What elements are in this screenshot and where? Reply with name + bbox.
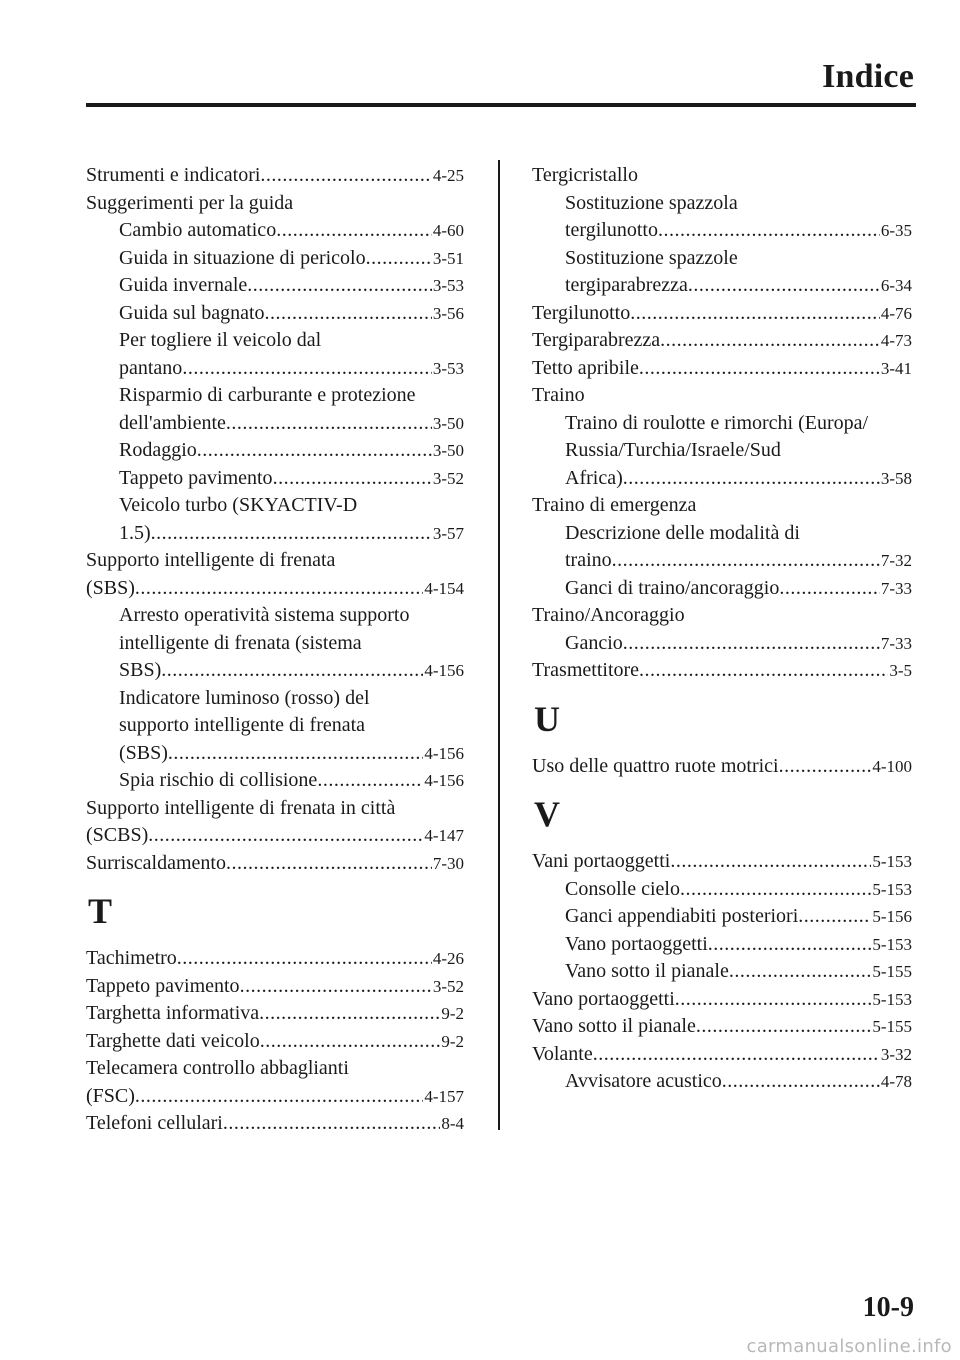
index-subentry: [532, 410, 912, 493]
entry-text: Traino/Ancoraggio: [532, 604, 685, 626]
index-entry: [86, 1055, 464, 1110]
dot-leader: [696, 1013, 871, 1041]
dot-leader: [135, 575, 423, 603]
entry-text: Ganci di traino/ancoraggio: [565, 576, 780, 599]
index-entry: [86, 795, 464, 850]
dot-leader: [612, 547, 880, 575]
entry-text: Surriscaldamento: [86, 851, 226, 874]
index-subentry: [532, 903, 912, 931]
index-entry: [532, 162, 912, 190]
dot-leader: [317, 767, 423, 795]
index-subentry: [532, 520, 912, 575]
entry-text: Tergiparabrezza: [532, 329, 661, 351]
dot-leader: [779, 753, 872, 781]
entry-text: Russia/Turchia/Israele/Sud: [565, 439, 781, 461]
entry-text: Traino di roulotte e rimorchi (Europa/: [565, 411, 869, 434]
entry-text: tergiparabrezza: [565, 274, 688, 296]
section-letter: U: [534, 698, 560, 739]
dot-leader: [182, 355, 432, 383]
page-reference: 3-56: [432, 303, 464, 323]
dot-leader: [658, 217, 880, 245]
entry-text: Guida invernale: [119, 274, 248, 296]
page-reference: 4-147: [424, 826, 464, 845]
entry-text: Uso delle quattro ruote motrici: [532, 754, 779, 777]
page-reference: 3-57: [432, 523, 464, 543]
dot-leader: [688, 272, 880, 300]
dot-leader: [630, 300, 880, 328]
entry-text: pantano: [119, 356, 183, 379]
index-entry: [86, 1110, 464, 1138]
index-entry: [532, 300, 912, 328]
watermark: carmanualsonline.info: [746, 1336, 952, 1357]
entry-text: supporto intelligente di frenata: [119, 714, 366, 736]
page-reference: 3-52: [432, 468, 464, 488]
index-entry: [532, 327, 912, 355]
header-rule: [86, 103, 916, 107]
dot-leader: [675, 986, 872, 1014]
page-reference: 4-25: [432, 166, 464, 185]
page-reference: 4-156: [424, 743, 464, 763]
entry-text: Volante: [532, 1042, 593, 1065]
page-reference: 4-156: [424, 771, 464, 790]
dot-leader: [273, 465, 432, 493]
entry-text: tergilunotto: [565, 219, 658, 241]
entry-text: Vano sotto il pianale: [565, 960, 729, 982]
index-subentry: [86, 382, 464, 437]
page-reference: 5-155: [872, 1017, 912, 1036]
page-reference: 9-2: [441, 1031, 464, 1051]
page-reference: 4-26: [432, 949, 464, 968]
page-reference: 3-32: [880, 1044, 912, 1064]
page-reference: 4-156: [424, 661, 464, 680]
page-reference: 5-153: [872, 989, 912, 1009]
entry-text: Tergicristallo: [532, 164, 638, 186]
entry-text: Tappeto pavimento: [86, 974, 240, 997]
dot-leader: [708, 931, 872, 959]
page-reference: 5-153: [872, 934, 912, 954]
entry-text: Tachimetro: [86, 947, 177, 969]
index-subentry: [86, 272, 464, 300]
index-subentry: [532, 245, 912, 300]
dot-leader: [197, 437, 432, 465]
dot-leader: [779, 575, 879, 603]
entry-text: Sostituzione spazzola: [565, 191, 738, 214]
dot-leader: [260, 162, 431, 190]
column-divider: [498, 160, 500, 1130]
entry-text: 1.5): [119, 521, 151, 544]
entry-text: Tergilunotto: [532, 301, 631, 324]
index-subentry: [86, 327, 464, 382]
index-entry: [532, 602, 912, 630]
dot-leader: [660, 327, 880, 355]
entry-text: Sostituzione spazzole: [565, 246, 738, 269]
index-subentry: [86, 492, 464, 547]
index-subentry: [86, 767, 464, 795]
page-reference: 3-50: [432, 441, 464, 460]
entry-text: Africa): [565, 466, 623, 489]
dot-leader: [259, 1000, 440, 1028]
entry-text: Rodaggio: [119, 439, 197, 461]
entry-text: traino: [565, 549, 612, 571]
page-reference: 5-155: [872, 962, 912, 981]
page-title: Indice: [822, 58, 914, 95]
index-entry: [532, 355, 912, 383]
page-reference: 4-100: [872, 756, 912, 776]
dot-leader: [639, 657, 888, 685]
entry-text: (SCBS): [86, 824, 149, 846]
dot-leader: [276, 217, 432, 245]
index-subentry: [532, 575, 912, 603]
page-reference: 3-53: [432, 276, 464, 295]
dot-leader: [226, 410, 432, 438]
entry-text: Trasmettitore: [532, 659, 640, 681]
entry-text: Vano portaoggetti: [565, 932, 708, 955]
page-reference: 5-153: [872, 852, 912, 871]
index-entry: [86, 945, 464, 973]
index-subentry: [532, 958, 912, 986]
page-reference: 4-76: [880, 303, 912, 323]
entry-text: Avvisatore acustico: [565, 1070, 722, 1092]
index-entry: [86, 973, 464, 1001]
dot-leader: [135, 1083, 423, 1111]
index-entry: [532, 986, 912, 1014]
page-reference: 6-34: [880, 276, 912, 295]
entry-text: Cambio automatico: [119, 219, 277, 241]
index-entry: [86, 162, 464, 190]
dot-leader: [366, 245, 432, 273]
page-reference: 6-35: [880, 221, 912, 240]
dot-leader: [177, 945, 432, 973]
entry-text: Supporto intelligente di frenata: [86, 549, 336, 571]
entry-text: Per togliere il veicolo dal: [119, 329, 322, 351]
index-entry: [86, 547, 464, 602]
entry-text: (SBS): [86, 576, 135, 599]
page-reference: 7-32: [880, 551, 912, 570]
page-reference: 7-33: [880, 633, 912, 653]
index-subentry: [86, 437, 464, 465]
index-entry: [86, 1000, 464, 1028]
index-entry: [86, 1028, 464, 1056]
index-entry: [532, 492, 912, 520]
entry-text: Vano portaoggetti: [532, 987, 675, 1010]
dot-leader: [223, 1110, 440, 1138]
page-reference: 4-78: [880, 1072, 912, 1091]
index-subentry: [532, 1068, 912, 1096]
dot-leader: [265, 300, 432, 328]
entry-text: Veicolo turbo (SKYACTIV-D: [119, 494, 358, 516]
index-subentry: [86, 217, 464, 245]
entry-text: Traino di emergenza: [532, 494, 697, 516]
index-column-left: [86, 162, 464, 1138]
index-column-right: [532, 162, 912, 1096]
page-reference: 3-41: [880, 358, 912, 378]
page-reference: 4-154: [424, 578, 464, 598]
page-number: 10-9: [862, 1292, 914, 1323]
page-reference: 3-50: [432, 413, 464, 433]
page-reference: 4-60: [432, 221, 464, 240]
entry-text: Spia rischio di collisione: [119, 769, 318, 791]
index-subentry: [86, 245, 464, 273]
index-entry: [532, 657, 912, 685]
page-reference: 4-73: [880, 331, 912, 350]
index-entry: [532, 848, 912, 876]
entry-text: Ganci appendiabiti posteriori: [565, 905, 799, 927]
dot-leader: [729, 958, 871, 986]
entry-text: Suggerimenti per la guida: [86, 191, 294, 214]
entry-text: Targhette dati veicolo: [86, 1029, 260, 1052]
entry-text: Guida in situazione di pericolo: [119, 246, 366, 269]
entry-text: Telecamera controllo abbaglianti: [86, 1057, 349, 1079]
index-subentry: [86, 602, 464, 685]
entry-text: Tappeto pavimento: [119, 466, 273, 489]
entry-text: Vani portaoggetti: [532, 850, 671, 872]
page-reference: 7-30: [432, 853, 464, 873]
page-reference: 9-2: [441, 1004, 464, 1023]
entry-text: (SBS): [119, 741, 168, 764]
entry-text: intelligente di frenata (sistema: [119, 631, 362, 654]
entry-text: Traino: [532, 384, 585, 406]
index-subentry: [86, 465, 464, 493]
page-reference: 5-156: [872, 907, 912, 926]
dot-leader: [623, 465, 880, 493]
page-reference: 4-157: [424, 1086, 464, 1106]
page-reference: 3-53: [432, 358, 464, 378]
entry-text: Arresto operatività sistema supporto: [119, 604, 410, 626]
entry-text: Strumenti e indicatori: [86, 164, 261, 186]
dot-leader: [148, 822, 423, 850]
dot-leader: [670, 848, 871, 876]
entry-text: (FSC): [86, 1084, 135, 1107]
index-entry: [86, 850, 464, 878]
page-reference: 3-52: [432, 976, 464, 996]
entry-text: Vano sotto il pianale: [532, 1015, 696, 1037]
index-subentry: [532, 931, 912, 959]
entry-text: Risparmio di carburante e protezione: [119, 384, 416, 406]
entry-text: SBS): [119, 659, 162, 681]
dot-leader: [722, 1068, 880, 1096]
section-letter: V: [534, 794, 560, 834]
dot-leader: [260, 1028, 441, 1056]
entry-text: Telefoni cellulari: [86, 1112, 223, 1134]
index-entry: [532, 753, 912, 781]
dot-leader: [623, 630, 880, 658]
page-reference: 5-153: [872, 879, 912, 899]
entry-text: Guida sul bagnato: [119, 301, 265, 324]
dot-leader: [680, 876, 871, 904]
page-reference: 3-51: [432, 248, 464, 268]
entry-text: Descrizione delle modalità di: [565, 521, 800, 544]
entry-text: Gancio: [565, 631, 623, 654]
entry-text: Tetto apribile: [532, 356, 639, 379]
dot-leader: [798, 903, 871, 931]
index-subentry: [86, 685, 464, 768]
entry-text: dell'ambiente: [119, 411, 226, 434]
page-reference: 7-33: [880, 578, 912, 598]
dot-leader: [226, 850, 432, 878]
dot-leader: [161, 657, 423, 685]
index-subentry: [532, 190, 912, 245]
index-subentry: [532, 876, 912, 904]
index-entry: [532, 1013, 912, 1041]
dot-leader: [240, 973, 432, 1001]
index-entry: [86, 190, 464, 218]
dot-leader: [168, 740, 423, 768]
dot-leader: [247, 272, 432, 300]
index-entry: [532, 382, 912, 410]
entry-text: Consolle cielo: [565, 877, 680, 900]
index-entry: [532, 1041, 912, 1069]
dot-leader: [639, 355, 880, 383]
page-reference: 3-58: [880, 468, 912, 488]
entry-text: Indicatore luminoso (rosso) del: [119, 686, 370, 709]
page-reference: 3-5: [889, 661, 912, 680]
dot-leader: [151, 520, 432, 548]
index-subentry: [532, 630, 912, 658]
index-subentry: [86, 300, 464, 328]
entry-text: Targhetta informativa: [86, 1002, 260, 1024]
section-letter: T: [88, 891, 113, 931]
dot-leader: [593, 1041, 880, 1069]
entry-text: Supporto intelligente di frenata in città: [86, 796, 396, 819]
page-reference: 8-4: [441, 1114, 464, 1133]
